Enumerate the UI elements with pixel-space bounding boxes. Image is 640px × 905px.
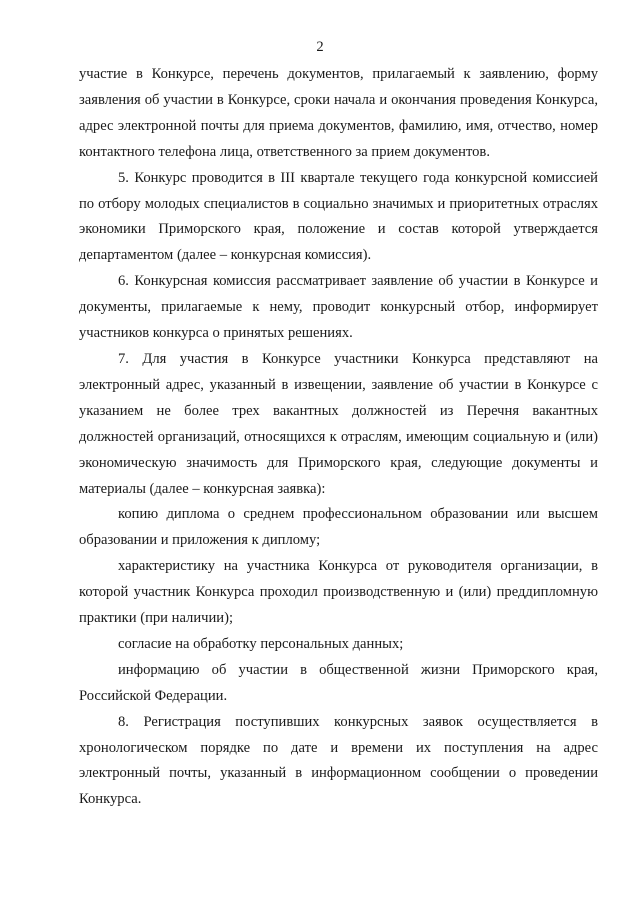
paragraph-continuation: участие в Конкурсе, перечень документов, прилагаемый к заявлению, форму заявления об участии в Конкурсе, сроки начала и окончания проведения Конкурса, адрес электронной почты для приема документов, фамилию, имя, отчество, номер контактного телефона лица, ответственного за прием документов. — [79, 66, 598, 160]
document-body — [79, 62, 598, 813]
list-item-consent: согласие на обработку персональных данных; — [118, 635, 404, 652]
list-item-public-life-info: информацию об участии в общественной жизни Приморского края, Российской Федерации. — [79, 661, 598, 704]
paragraph-item-7: 7. Для участия в Конкурсе участники Конкурса представляют на электронный адрес, указанный в извещении, заявление об участии в Конкурсе с указанием не более трех вакантных должностей из Перечня вакантных должностей организаций, относящихся к отраслям, имеющим социальную и (или) экономическую значимость для Приморского края, следующие документы и материалы (далее – конкурсная заявка): — [79, 350, 598, 497]
list-item-reference: характеристику на участника Конкурса от руководителя организации, в которой участник Конкурса проходил производственную и (или) преддипломную практики (при наличии); — [79, 558, 598, 627]
list-item-diploma-copy: копию диплома о среднем профессиональном образовании или высшем образовании и приложения к диплому; — [79, 506, 598, 549]
page-number: 2 — [316, 39, 324, 55]
paragraph-item-6: 6. Конкурсная комиссия рассматривает заявление об участии в Конкурсе и документы, прилагаемые к нему, проводит конкурсный отбор, информирует участников конкурса о принятых решениях. — [79, 273, 598, 342]
paragraph-item-8: 8. Регистрация поступивших конкурсных заявок осуществляется в хронологическом порядке по дате и времени их поступления на адрес электронный почты, указанный в информационном сообщении о проведении Конкурса. — [79, 713, 598, 808]
paragraph-item-5: 5. Конкурс проводится в III квартале текущего года конкурсной комиссией по отбору молодых специалистов в социально значимых и приоритетных отраслях экономики Приморского края, положение и состав которой утверждается департаментом (далее – конкурсная комиссия). — [79, 169, 598, 264]
